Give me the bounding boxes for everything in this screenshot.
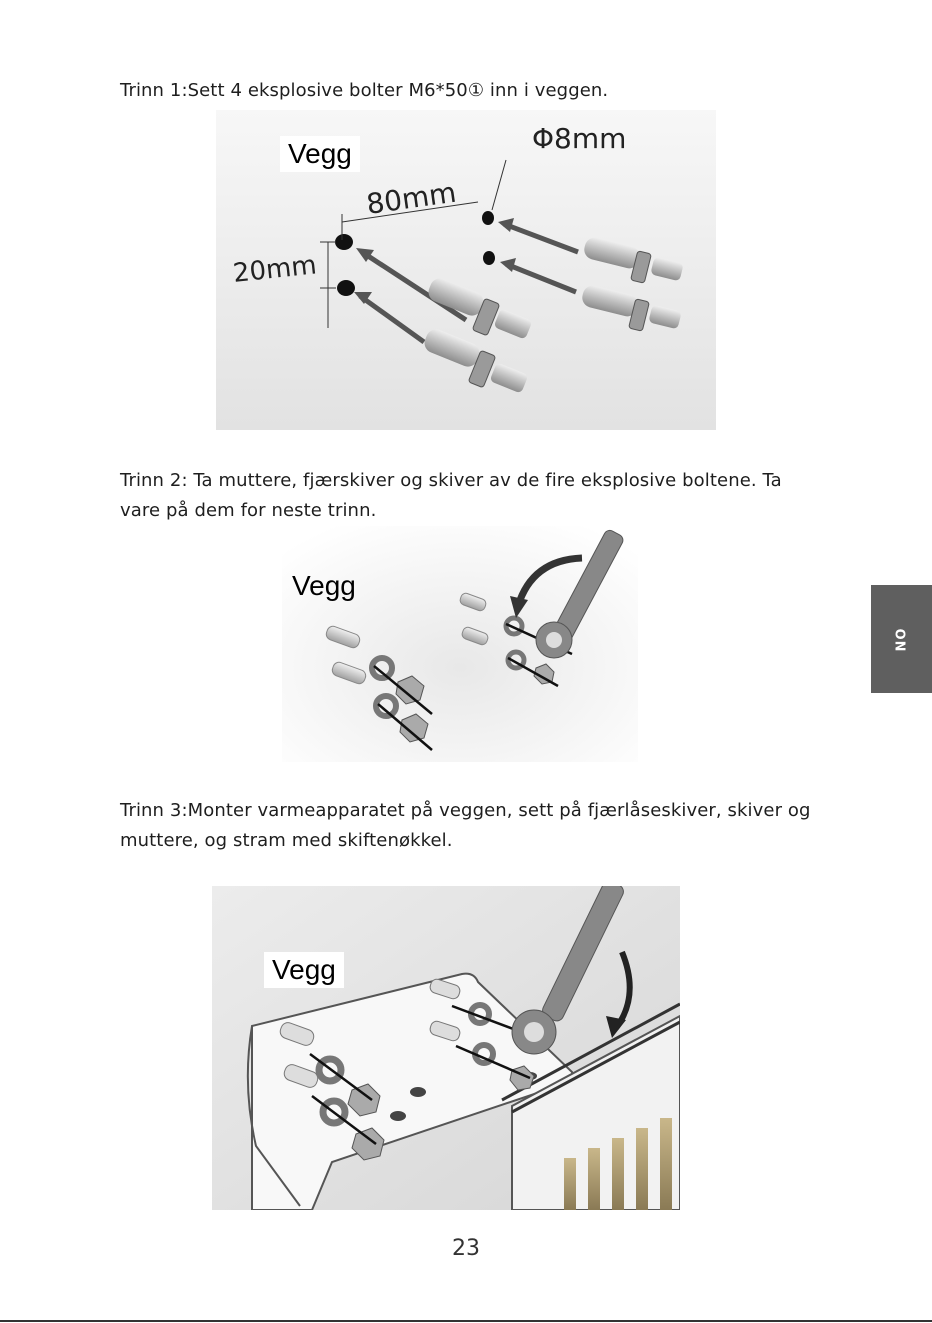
- hole-icon: [337, 280, 355, 296]
- bracket-hole-icon: [390, 1111, 406, 1121]
- page-number: 23: [452, 1236, 480, 1261]
- bracket-hole-icon: [410, 1087, 426, 1097]
- figure-label-wall: Vegg: [264, 952, 344, 988]
- hole-icon: [335, 234, 353, 250]
- mount-heater-illustration: [212, 886, 680, 1210]
- figure-label-wall: Vegg: [280, 136, 360, 172]
- bottom-divider: [0, 1320, 932, 1322]
- dimension-vertical: 20mm: [231, 250, 319, 289]
- dimension-diameter: Φ8mm: [532, 122, 627, 155]
- figure-mount-heater: [212, 886, 680, 1210]
- step-2-text: Trinn 2: Ta muttere, fjærskiver og skiver av de fire eksplosive boltene. Ta vare på dem for neste trinn.: [120, 470, 782, 521]
- remove-nuts-illustration: [282, 526, 638, 762]
- hole-icon: [482, 211, 494, 225]
- step-1-text: Trinn 1:Sett 4 eksplosive bolter M6*50① inn i veggen.: [120, 80, 609, 101]
- step-3-text: Trinn 3:Monter varmeapparatet på veggen, sett på fjærlåseskiver, skiver og muttere, og stram med skiftenøkkel.: [120, 800, 811, 851]
- language-tab-label: NO: [894, 627, 909, 651]
- language-tab: [871, 585, 932, 693]
- figure-remove-nuts: [282, 526, 638, 762]
- hole-icon: [483, 251, 495, 265]
- dimension-horizontal: 80mm: [364, 175, 459, 221]
- figure-bolt-drilling: [216, 110, 716, 430]
- figure-label-wall: Vegg: [292, 570, 356, 601]
